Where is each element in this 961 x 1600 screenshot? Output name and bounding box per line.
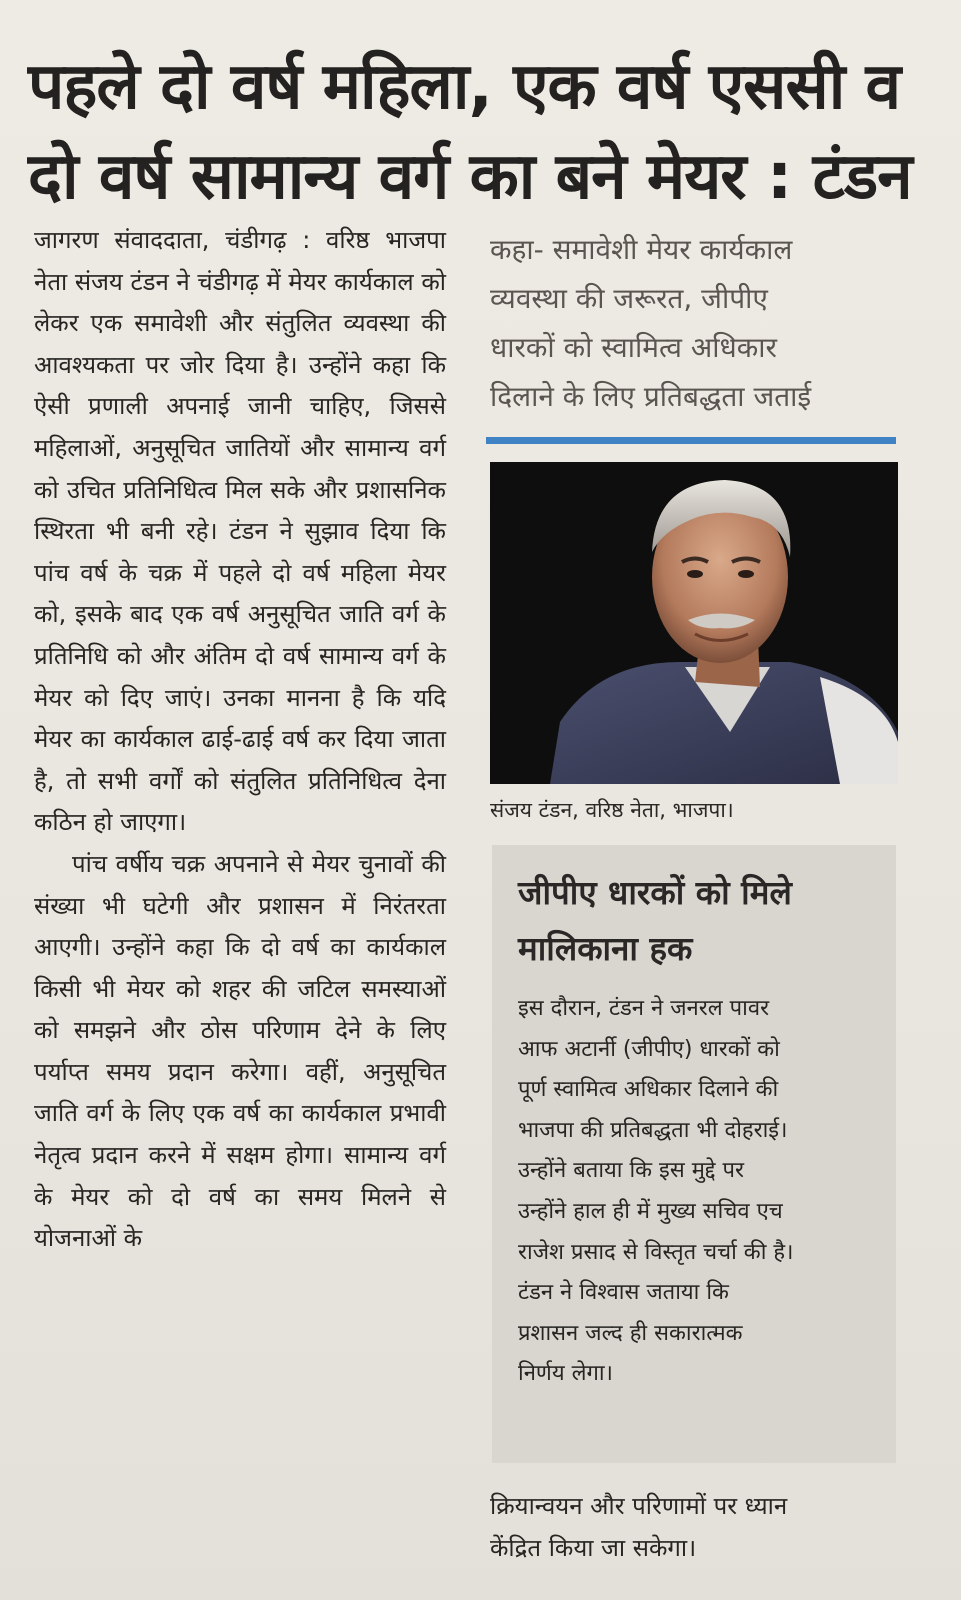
byline: जागरण संवाददाता, चंडीगढ़ :	[34, 226, 327, 254]
blue-divider	[486, 437, 896, 444]
sidebar-title-line-1: जीपीए धारकों को मिले	[518, 873, 792, 912]
article-closing-line-1: क्रियान्वयन और परिणामों पर ध्यान	[490, 1492, 788, 1520]
sidebar-line: राजेश प्रसाद से विस्तृत चर्चा की है।	[518, 1239, 794, 1265]
sidebar-line: पूर्ण स्वामित्व अधिकार दिलाने की	[518, 1077, 779, 1103]
sidebar-line: इस दौरान, टंडन ने जनरल पावर	[518, 996, 770, 1021]
sidebar-line: प्रशासन जल्द ही सकारात्मक	[518, 1320, 743, 1346]
sidebar-line: टंडन ने विश्वास जताया कि	[518, 1280, 729, 1306]
sidebar-line: निर्णय लेगा।	[518, 1361, 613, 1387]
article-body	[34, 220, 446, 1260]
sidebar-title	[518, 865, 888, 977]
sidebar-title-line-2: मालिकाना हक	[518, 929, 693, 968]
portrait-photo	[490, 462, 898, 784]
sub-headline-line-4: दिलाने के लिए प्रतिबद्धता जताई	[490, 380, 812, 413]
article-paragraph-1	[34, 220, 446, 844]
sub-headline-line-3: धारकों को स्वामित्व अधिकार	[490, 331, 777, 364]
sidebar-line: भाजपा की प्रतिबद्धता भी दोहराई।	[518, 1117, 788, 1143]
article-closing-line-2: केंद्रित किया जा सकेगा।	[490, 1534, 697, 1562]
article-paragraph-2: पांच वर्षीय चक्र अपनाने से मेयर चुनावों की संख्या भी घटेगी और प्रशासन में निरंतरता आएगी। उन्होंने कहा कि दो वर्ष का कार्यकाल किसी भी मेयर को शहर की जटिल समस्याओं को समझने और ठोस परिणाम देने के लिए पर्याप्त समय प्रदान करेगा। वहीं, अनुसूचित जाति वर्ग के लिए एक वर्ष का कार्यकाल प्रभावी नेतृत्व प्रदान करने में सक्षम होगा। सामान्य वर्ग के मेयर को दो वर्ष का समय मिलने से योजनाओं के	[34, 849, 446, 1253]
article-closing	[490, 1485, 898, 1569]
sidebar-line: उन्होंने हाल ही में मुख्य सचिव एच	[518, 1198, 783, 1224]
headline	[28, 42, 938, 222]
portrait-illustration	[490, 462, 898, 784]
photo-caption: संजय टंडन, वरिष्ठ नेता, भाजपा।	[490, 798, 734, 822]
sidebar-line: आफ अटार्नी (जीपीए) धारकों को	[518, 1036, 780, 1062]
headline-line-1: पहले दो वर्ष महिला, एक वर्ष एससी व	[28, 50, 901, 124]
sidebar-line: उन्होंने बताया कि इस मुद्दे पर	[518, 1158, 745, 1184]
sub-headline	[490, 225, 890, 421]
sidebar-box	[492, 845, 896, 1463]
sub-headline-line-1: कहा- समावेशी मेयर कार्यकाल	[490, 233, 793, 266]
article-paragraph-1-text: वरिष्ठ भाजपा नेता संजय टंडन ने चंडीगढ़ में मेयर कार्यकाल को लेकर एक समावेशी और संतुलित व्यवस्था की आवश्यकता पर जोर दिया है। उन्होंने कहा कि ऐसी प्रणाली अपनाई जानी चाहिए, जिससे महिलाओं, अनुसूचित जातियों और सामान्य वर्ग को उचित प्रतिनिधित्व मिल सके और प्रशासनिक स्थिरता भी बनी रहे। टंडन ने सुझाव दिया कि पांच वर्ष के चक्र में पहले दो वर्ष महिला मेयर को, इसके बाद एक वर्ष अनुसूचित जाति वर्ग के प्रतिनिधि को और अंतिम दो वर्ष सामान्य वर्ग के मेयर को दिए जाएं। उनका मानना है कि यदि मेयर का कार्यकाल ढाई-ढाई वर्ष कर दिया जाता है, तो सभी वर्गों को संतुलित प्रतिनिधित्व देना कठिन हो जाएगा।	[34, 226, 446, 837]
sub-headline-line-2: व्यवस्था की जरूरत, जीपीए	[490, 282, 768, 315]
headline-line-2: दो वर्ष सामान्य वर्ग का बने मेयर : टंडन	[28, 140, 912, 214]
sidebar-body	[518, 989, 890, 1395]
